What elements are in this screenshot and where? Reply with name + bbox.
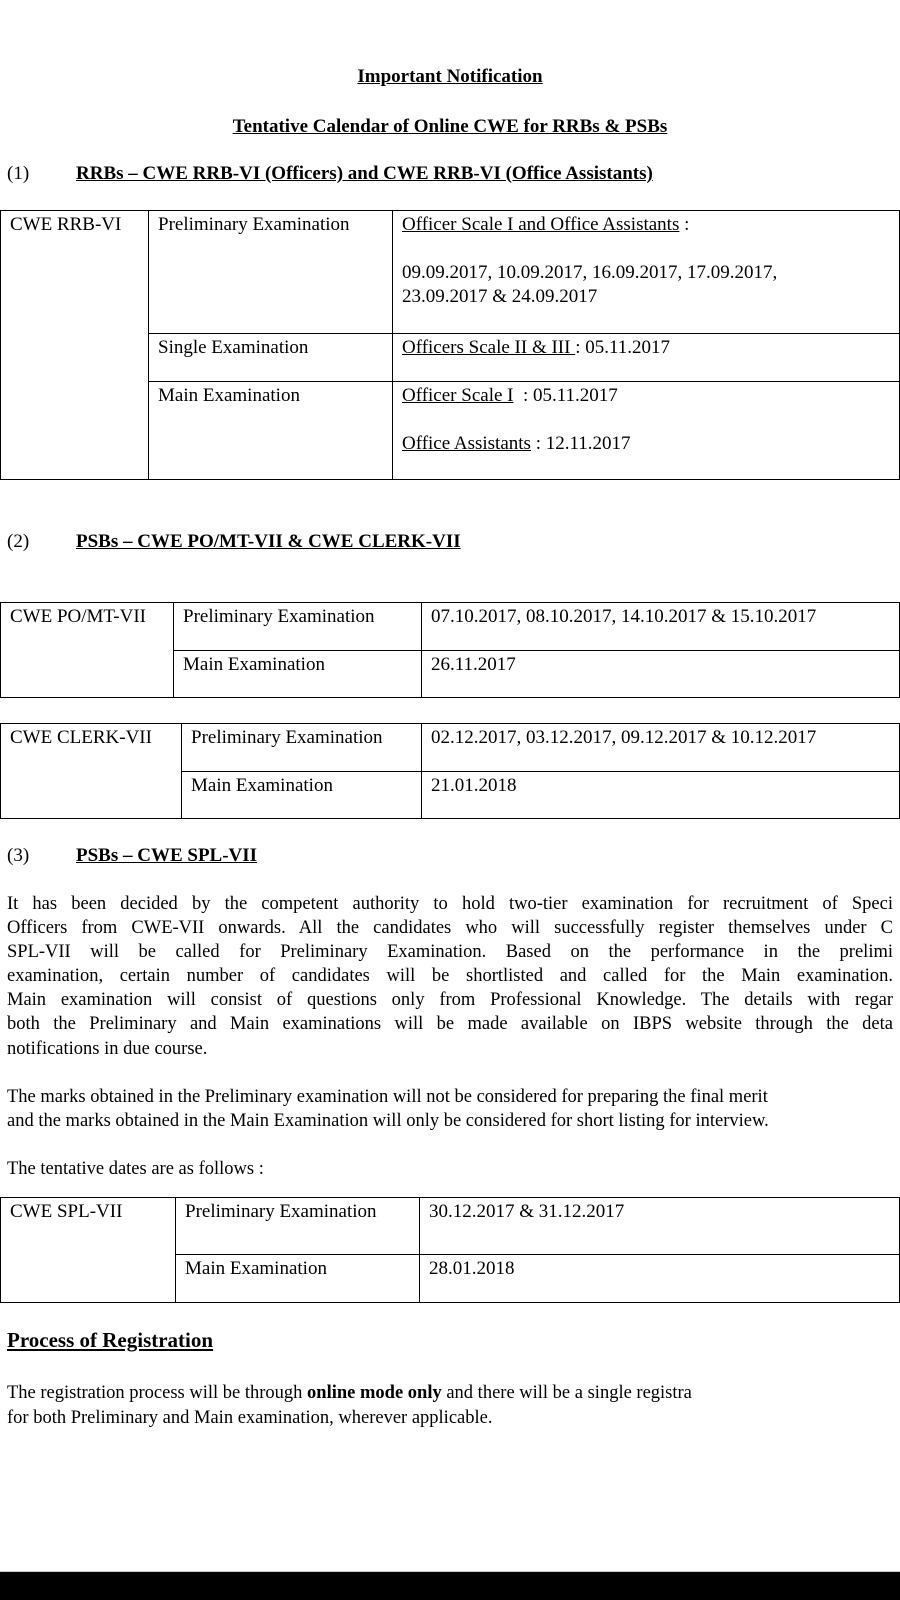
category-label: Officer Scale I (402, 385, 514, 406)
spl-schedule-table (0, 1197, 900, 1303)
exam-dates (393, 334, 900, 382)
section-heading: PSBs – CWE SPL-VII (76, 845, 258, 866)
exam-dates (393, 211, 900, 334)
category-label: Officer Scale I and Office Assistants (402, 214, 680, 235)
registration-heading: Process of Registration (7, 1328, 214, 1352)
exam-dates: 02.12.2017, 03.12.2017, 09.12.2017 & 10.12.2017 (422, 724, 900, 772)
exam-stage: Preliminary Examination (182, 724, 422, 772)
dates: : 12.11.2017 (530, 433, 631, 454)
dates-line: 23.09.2017 & 24.09.2017 (402, 286, 598, 307)
dates-line: 09.09.2017, 10.09.2017, 16.09.2017, 17.09.2017, (402, 262, 778, 283)
bottom-bar (0, 1571, 900, 1600)
clerk-schedule-table (0, 723, 900, 819)
po-schedule-table (0, 602, 900, 698)
section-heading: PSBs – CWE PO/MT-VII & CWE CLERK-VII (76, 531, 461, 552)
rrb-schedule-table (0, 210, 900, 480)
exam-stage: Preliminary Examination (149, 211, 393, 334)
exam-dates: 07.10.2017, 08.10.2017, 14.10.2017 & 15.10.2017 (422, 603, 900, 651)
exam-stage: Preliminary Examination (176, 1198, 420, 1255)
exam-name: CWE SPL-VII (1, 1198, 176, 1303)
paragraph-line: SPL-VII will be called for Preliminary Examination. Based on the performance in the prelimi (7, 942, 893, 962)
text: The registration process will be through (7, 1383, 308, 1403)
paragraph-line: both the Preliminary and Main examinations will be made available on IBPS website through the deta (7, 1014, 893, 1034)
category-label: Officers Scale II & III (402, 337, 576, 358)
exam-dates: 21.01.2018 (422, 772, 900, 819)
section-number: (3) (7, 845, 30, 866)
exam-name: CWE RRB-VI (1, 211, 149, 480)
text: and there will be a single registra (441, 1383, 692, 1403)
exam-dates (393, 382, 900, 480)
paragraph-line: for both Preliminary and Main examination, wherever applicable. (7, 1408, 493, 1428)
paragraph-line: examination, certain number of candidates will be shortlisted and called for the Main examination. (7, 966, 893, 986)
exam-dates: 30.12.2017 & 31.12.2017 (420, 1198, 900, 1255)
paragraph-line: Officers from CWE-VII onwards. All the candidates who will successfully register themselves under C (7, 918, 893, 938)
paragraph-line: The tentative dates are as follows : (7, 1159, 264, 1179)
separator: : (679, 214, 690, 235)
section-number: (2) (7, 531, 30, 552)
exam-dates: 26.11.2017 (422, 651, 900, 698)
paragraph-line: and the marks obtained in the Main Examination will only be considered for short listing for interview. (7, 1111, 769, 1131)
page-subtitle: Tentative Calendar of Online CWE for RRBs & PSBs (232, 116, 668, 137)
section-number: (1) (7, 163, 30, 184)
category-label: Office Assistants (402, 433, 531, 454)
exam-name: CWE CLERK-VII (1, 724, 182, 819)
paragraph-line: It has been decided by the competent authority to hold two-tier examination for recruitment of Speci (7, 894, 893, 914)
exam-stage: Single Examination (149, 334, 393, 382)
paragraph-line: Main examination will consist of questions only from Professional Knowledge. The details with regar (7, 990, 893, 1010)
emphasis: online mode only (307, 1383, 442, 1403)
paragraph-line (7, 1381, 692, 1405)
exam-stage: Main Examination (174, 651, 422, 698)
exam-stage: Main Examination (149, 382, 393, 480)
page-title: Important Notification (357, 66, 543, 87)
paragraph-line: notifications in due course. (7, 1039, 208, 1059)
exam-stage: Preliminary Examination (174, 603, 422, 651)
section-heading: RRBs – CWE RRB-VI (Officers) and CWE RRB-VI (Office Assistants) (76, 163, 653, 184)
exam-name: CWE PO/MT-VII (1, 603, 174, 698)
exam-stage: Main Examination (176, 1255, 420, 1303)
dates: : 05.11.2017 (575, 337, 671, 358)
exam-stage: Main Examination (182, 772, 422, 819)
exam-dates: 28.01.2018 (420, 1255, 900, 1303)
dates: : 05.11.2017 (513, 385, 618, 406)
paragraph-line: The marks obtained in the Preliminary examination will not be considered for preparing the final merit (7, 1087, 768, 1107)
